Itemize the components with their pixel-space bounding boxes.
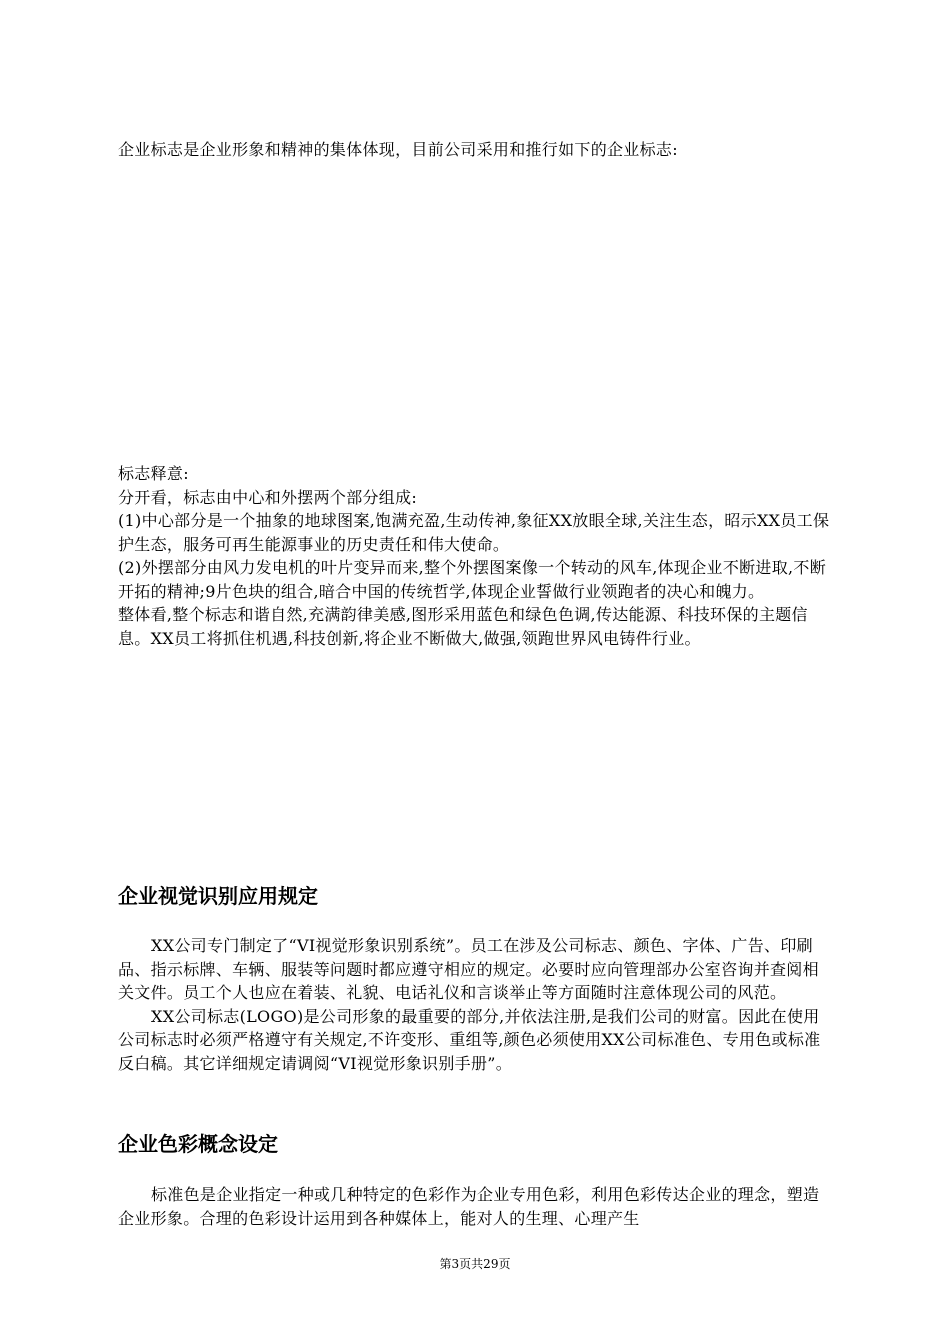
paragraph: 标准色是企业指定一种或几种特定的色彩作为企业专用色彩，利用色彩传达企业的理念，塑造企业形象。合理的色彩设计运用到各种媒体上，能对人的生理、心理产生	[118, 1185, 820, 1228]
paragraph: XX公司标志(LOGO)是公司形象的最重要的部分,并依法注册,是我们公司的财富。因此在使用公司标志时必须严格遵守有关规定,不许变形、重组等,颜色必须使用XX公司标准色、专用色或标准反白稿。其它详细规定请调阅“VI视觉形象识别手册”。	[118, 1006, 821, 1073]
page-footer: 第3页共29页	[439, 1257, 511, 1271]
logo-explanation	[118, 462, 834, 650]
logo-explanation-line: (1)中心部分是一个抽象的地球图案,饱满充盈,生动传神,象征XX放眼全球,关注生态，昭示XX员工保护生态，服务可再生能源事业的历史责任和伟大使命。	[118, 511, 830, 554]
logo-explanation-line: (2)外摆部分由风力发电机的叶片变异而来,整个外摆图案像一个转动的风车,体现企业不断进取,不断开拓的精神;9片色块的组合,暗合中国的传统哲学,体现企业誓做行业领跑者的决心和魄力。	[118, 558, 827, 601]
logo-explanation-title: 标志释意:	[118, 464, 189, 483]
logo-placeholder	[118, 180, 834, 440]
logo-explanation-line: 整体看,整个标志和谐自然,充满韵律美感,图形采用蓝色和绿色色调,传达能源、科技环保的主题信息。XX员工将抓住机遇,科技创新,将企业不断做大,做强,领跑世界风电铸件行业。	[118, 605, 808, 648]
paragraph: XX公司专门制定了“VI视觉形象识别系统”。员工在涉及公司标志、颜色、字体、广告、印刷品、指示标牌、车辆、服装等问题时都应遵守相应的规定。必要时应向管理部办公室咨询并查阅相关文件。员工个人也应在着装、礼貌、电话礼仪和言谈举止等方面随时注意体现公司的风范。	[118, 936, 819, 1002]
section-heading-vi: 企业视觉识别应用规定	[118, 884, 318, 908]
section-body-vi	[118, 934, 834, 1075]
section-body-color	[118, 1183, 834, 1230]
intro-paragraph	[118, 138, 834, 162]
logo-explanation-line: 分开看，标志由中心和外摆两个部分组成:	[118, 487, 418, 507]
intro-text: 企业标志是企业形象和精神的集体体现，目前公司采用和推行如下的企业标志:	[118, 140, 678, 159]
section-heading-color: 企业色彩概念设定	[118, 1132, 278, 1156]
